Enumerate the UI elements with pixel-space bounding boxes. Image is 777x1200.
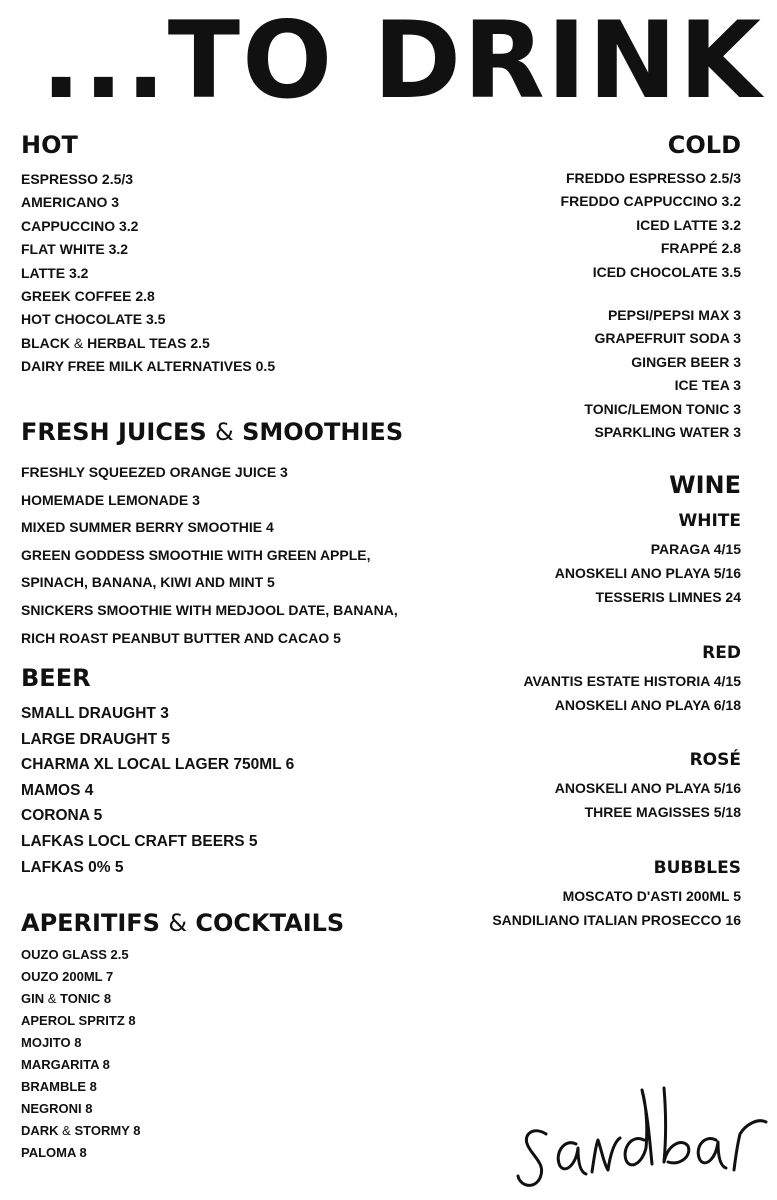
hot-list <box>21 168 275 379</box>
menu-item: ICE TEA 3 <box>674 377 741 394</box>
menu-item: RICH ROAST PEANBUT BUTTER AND CACAO 5 <box>21 629 341 646</box>
beer-heading: BEER <box>21 664 91 692</box>
menu-item: MOJITO 8 <box>21 1035 82 1050</box>
beer-list <box>21 701 294 880</box>
section-wine-white <box>555 511 741 609</box>
section-aperitifs <box>21 910 344 1164</box>
menu-item: GRAPEFRUIT SODA 3 <box>594 330 741 347</box>
menu-item: OUZO GLASS 2.5 <box>21 947 129 962</box>
hot-heading: HOT <box>21 131 78 159</box>
cold-heading: COLD <box>667 131 741 159</box>
menu-item: FLAT WHITE 3.2 <box>21 241 129 258</box>
menu-item: LARGE DRAUGHT 5 <box>21 730 170 748</box>
menu-item: HOT CHOCOLATE 3.5 <box>21 311 166 328</box>
menu-item: ESPRESSO 2.5/3 <box>21 171 134 187</box>
red-list <box>523 669 741 717</box>
section-wine-red <box>523 643 741 717</box>
white-list <box>555 537 741 609</box>
rose-list <box>555 776 741 824</box>
menu-item: ICED LATTE 3.2 <box>636 216 741 233</box>
menu-item: CAPPUCCINO 3.2 <box>21 217 139 234</box>
menu-item: PALOMA 8 <box>21 1145 87 1160</box>
menu-item: DAIRY FREE MILK ALTERNATIVES 0.5 <box>21 358 276 375</box>
section-fresh-juices <box>21 419 403 652</box>
menu-item: MOSCATO D'ASTI 200ML 5 <box>562 888 741 904</box>
menu-item: SMALL DRAUGHT 3 <box>21 705 169 722</box>
bubbles-heading: BUBBLES <box>653 858 741 878</box>
menu-item: GIN & TONIC 8 <box>21 991 112 1006</box>
menu-item: LAFKAS LOCL CRAFT BEERS 5 <box>21 832 258 850</box>
juices-list <box>21 459 403 652</box>
menu-item: TESSERIS LIMNES 24 <box>595 589 741 605</box>
soft-drinks-list <box>561 304 741 444</box>
menu-item: DARK & STORMY 8 <box>21 1123 141 1138</box>
menu-item: BLACK & HERBAL TEAS 2.5 <box>21 334 210 351</box>
menu-item: GREEK COFFEE 2.8 <box>21 288 155 305</box>
menu-item: GINGER BEER 3 <box>631 353 741 370</box>
wine-heading: WINE <box>669 471 741 499</box>
menu-item: GREEN GODDESS SMOOTHIE WITH GREEN APPLE, <box>21 546 371 563</box>
page-title: ...TO DRINK <box>40 0 763 122</box>
menu-item: LATTE 3.2 <box>21 264 89 281</box>
menu-item: BRAMBLE 8 <box>21 1079 97 1094</box>
menu-item: PARAGA 4/15 <box>650 541 741 557</box>
menu-item: THREE MAGISSES 5/18 <box>584 804 741 820</box>
menu-item: OUZO 200ML 7 <box>21 969 114 984</box>
rose-heading: ROSÉ <box>689 750 741 770</box>
menu-item: MIXED SUMMER BERRY SMOOTHIE 4 <box>21 519 274 536</box>
red-heading: RED <box>702 643 741 663</box>
juices-heading: FRESH JUICES & SMOOTHIES <box>21 418 404 446</box>
menu-item: MAMOS 4 <box>21 781 94 799</box>
section-hot <box>21 132 275 379</box>
white-heading: WHITE <box>678 511 741 531</box>
menu-item: FRESHLY SQUEEZED ORANGE JUICE 3 <box>21 464 288 480</box>
menu-item: CHARMA XL LOCAL LAGER 750ML 6 <box>21 756 295 774</box>
section-beer <box>21 665 294 880</box>
section-wine <box>669 472 741 498</box>
menu-item: SPINACH, BANANA, KIWI AND MINT 5 <box>21 574 275 591</box>
menu-item: NEGRONI 8 <box>21 1101 93 1116</box>
section-wine-rose <box>555 750 741 824</box>
sandbar-signature-logo <box>512 1082 772 1192</box>
menu-item: FREDDO ESPRESSO 2.5/3 <box>565 170 741 186</box>
menu-item: CORONA 5 <box>21 807 103 825</box>
menu-item: SPARKLING WATER 3 <box>594 424 741 441</box>
menu-item: AVANTIS ESTATE HISTORIA 4/15 <box>523 673 741 689</box>
section-cold <box>561 132 741 444</box>
menu-item: AMERICANO 3 <box>21 194 120 211</box>
aperitifs-heading: APERITIFS & COCKTAILS <box>21 909 345 937</box>
section-bubbles <box>492 858 741 932</box>
menu-item: ANOSKELI ANO PLAYA 5/16 <box>554 780 741 796</box>
menu-item: ANOSKELI ANO PLAYA 5/16 <box>554 565 741 581</box>
menu-item: FREDDO CAPPUCCINO 3.2 <box>560 193 741 210</box>
menu-item: HOMEMADE LEMONADE 3 <box>21 491 200 508</box>
menu-item: FRAPPÉ 2.8 <box>660 240 741 257</box>
menu-item: MARGARITA 8 <box>21 1057 110 1072</box>
menu-item: TONIC/LEMON TONIC 3 <box>584 400 741 417</box>
menu-item: SNICKERS SMOOTHIE WITH MEDJOOL DATE, BANANA, <box>21 601 398 618</box>
menu-item: LAFKAS 0% 5 <box>21 858 124 876</box>
menu-item: ICED CHOCOLATE 3.5 <box>592 263 741 280</box>
menu-item: ANOSKELI ANO PLAYA 6/18 <box>554 697 741 713</box>
menu-item: APEROL SPRITZ 8 <box>21 1013 136 1028</box>
bubbles-list <box>492 884 741 932</box>
cold-list <box>561 167 741 284</box>
aperitifs-list <box>21 944 344 1164</box>
menu-item: PEPSI/PEPSI MAX 3 <box>607 307 741 324</box>
menu-item: SANDILIANO ITALIAN PROSECCO 16 <box>492 912 741 928</box>
